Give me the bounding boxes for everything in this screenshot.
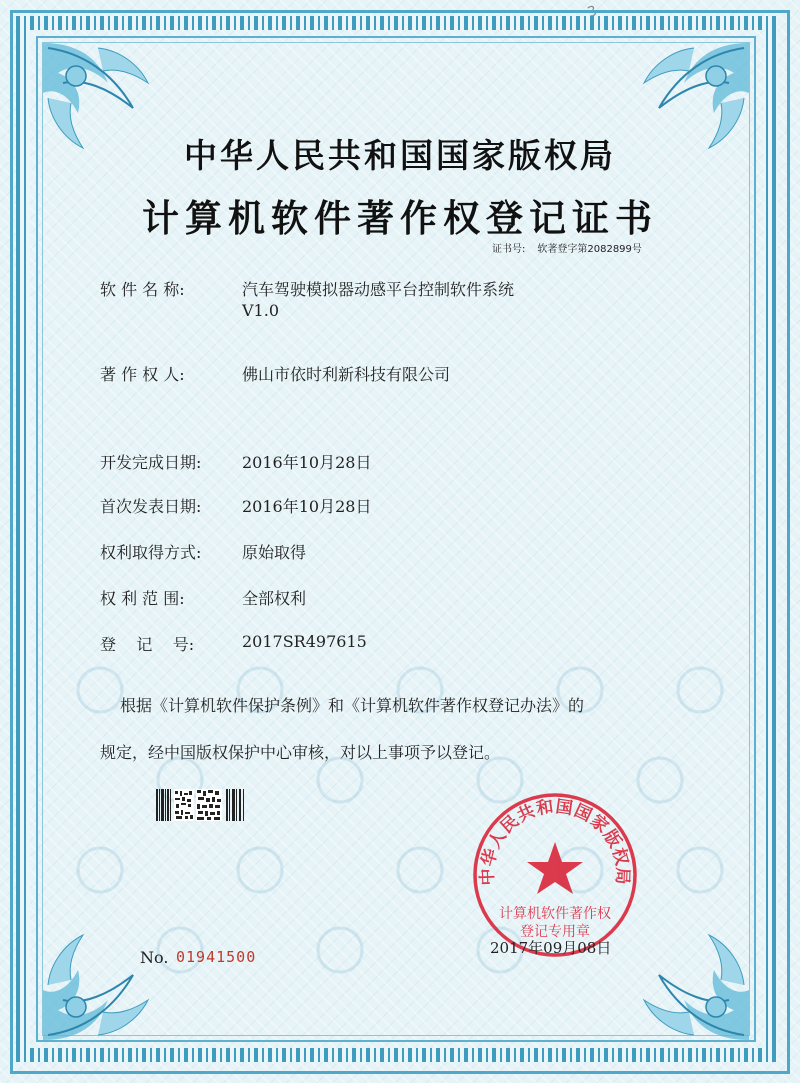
certificate-number-value: 软著登字第2082899号 (537, 244, 642, 255)
issuing-authority: 中华人民共和国国家版权局 (184, 136, 616, 175)
issue-date: 2017年09月08日 (490, 939, 612, 957)
certificate-number-label: 证书号: (492, 244, 526, 255)
publish-date-label: 首次发表日期: (100, 497, 202, 516)
registration-number-value: 2017SR497615 (242, 632, 367, 651)
scope-label: 权 利 范 围: (100, 589, 185, 608)
software-name-value: 汽车驾驶模拟器动感平台控制软件系统 (242, 280, 515, 299)
certificate-title: 计算机软件著作权登记证书 (142, 196, 658, 240)
owner-value: 佛山市依时利新科技有限公司 (242, 365, 451, 384)
dev-date-label: 开发完成日期: (100, 453, 202, 472)
scope-value: 全部权利 (242, 589, 307, 608)
statement-line-2: 规定，经中国版权保护中心审核，对以上事项予以登记。 (100, 743, 501, 762)
pencil-mark: 3 (585, 2, 600, 22)
acquire-method-label: 权利取得方式: (100, 543, 202, 562)
publish-date-value: 2016年10月28日 (242, 497, 372, 516)
software-name-label: 软 件 名 称: (100, 280, 185, 299)
seal-star-icon (527, 842, 583, 894)
serial-label: No. (140, 948, 169, 967)
acquire-method-value: 原始取得 (242, 543, 307, 562)
official-seal (470, 790, 640, 960)
serial-number: 01941500 (176, 948, 257, 966)
owner-label: 著 作 权 人: (100, 365, 185, 384)
dev-date-value: 2016年10月28日 (242, 453, 372, 472)
seal-ring-text: 中华人民共和国国家版权局 (477, 796, 633, 886)
barcode-icon (156, 789, 246, 821)
certificate-number (492, 240, 654, 255)
software-version: V1.0 (242, 301, 279, 320)
statement-line-1: 根据《计算机软件保护条例》和《计算机软件著作权登记办法》的 (120, 696, 585, 715)
registration-number-label: 登 记 号: (100, 635, 195, 654)
seal-inner-line-1: 计算机软件著作权 (499, 906, 611, 922)
seal-inner-line-2: 登记专用章 (520, 924, 590, 940)
